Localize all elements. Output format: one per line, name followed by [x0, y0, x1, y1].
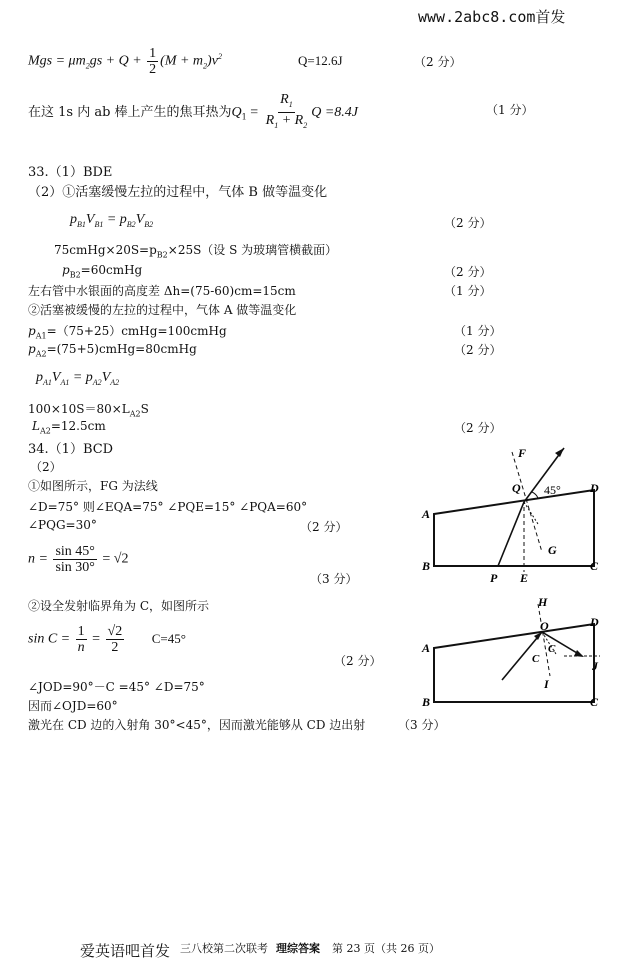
score-g: （2 分）	[300, 520, 348, 534]
label-c-angle-2: C	[548, 643, 556, 655]
label-f: F	[518, 446, 527, 460]
label-h: H	[538, 595, 548, 609]
pa2-line: $p_{A2}=(75+5)cmHg=80cmHg$	[28, 342, 197, 359]
n-equation: n = $\frac{\sin 45^\circ}{\sin 30^\circ}$ = √2	[28, 544, 129, 575]
q34-fig-note: ①如图所示，FG 为法线	[28, 479, 158, 493]
q34-part2: （2）	[30, 460, 62, 474]
critical-angle-figure	[414, 592, 614, 716]
header-watermark: www.2abc8.com首发	[418, 8, 566, 26]
sinc-equation: sin C = $\frac{1}{n}$ = $\frac{√2}{2}$ C=45°	[28, 624, 186, 655]
half-fraction: $\frac{1}{2}$	[149, 46, 157, 77]
q-value: Q=12.6J	[298, 53, 343, 68]
label-p: P	[490, 571, 498, 585]
label-b: B	[422, 559, 431, 573]
q34-angles2: ∠PQG=30°	[28, 518, 97, 532]
score-d: （1 分）	[454, 324, 502, 338]
label-a2: A	[422, 641, 431, 655]
eq-lhs: Mgs = μm	[28, 53, 86, 69]
footer-exam: 三八校第二次联考	[180, 942, 268, 955]
q33-answer1: 33.（1）BDE	[28, 165, 113, 180]
score-c: （1 分）	[444, 284, 492, 298]
eq-mid: gs + Q +	[89, 53, 142, 69]
line-100: $100\times 10S=80\times L_{A2}S$	[28, 402, 149, 419]
footer-subject: 理综答案	[276, 942, 320, 955]
score-i: （2 分）	[334, 654, 382, 668]
pb2-line: $p_{B2}=60cmHg$	[62, 263, 143, 280]
label-b2: B	[422, 695, 431, 709]
eq-tail: )v	[207, 53, 218, 69]
ray-pq	[498, 502, 524, 566]
eq-rhs: (M + m	[160, 53, 204, 69]
la2-line: $L_{A2}=12.5cm$	[32, 419, 106, 436]
score-e: （2 分）	[454, 343, 502, 357]
label-c: C	[590, 559, 599, 573]
n-fraction: $\frac{\sin 45^\circ}{\sin 30^\circ}$	[55, 544, 95, 575]
label-d2: D	[590, 615, 599, 629]
footer-page: 第 23 页（共 26 页）	[332, 942, 440, 955]
label-e: E	[520, 571, 529, 585]
label-d: D	[590, 481, 599, 495]
conclusion-line: 激光在 CD 边的入射角 30°<45°，因而激光能够从 CD 边出射	[28, 718, 366, 732]
score-h: （3 分）	[310, 572, 358, 586]
height-diff: 左右管中水银面的高度差 Δh=(75-60)cm=15cm	[28, 284, 296, 298]
footer-overlay: 爱英语吧首发	[80, 942, 171, 960]
part-a-intro: ②活塞被缓慢的左拉的过程中，气体 A 做等温变化	[28, 303, 297, 317]
ojd-line: 因而∠OJD=60°	[28, 699, 118, 713]
label-o: O	[540, 619, 549, 633]
score-2: （1 分）	[486, 103, 534, 117]
pv-equation-a: $p_{A1}V_{A1} = p_{A2}V_{A2}$	[36, 370, 120, 387]
critical-intro: ②设全发射临界角为 C，如图所示	[28, 599, 209, 613]
label-i: I	[544, 677, 549, 691]
label-c-angle-1: C	[532, 653, 540, 665]
label-45: 45°	[544, 483, 561, 497]
label-a: A	[422, 507, 431, 521]
label-g: G	[548, 543, 557, 557]
joule-text: 在这 1s 内 ab 棒上产生的焦耳热为	[28, 104, 232, 120]
angle-arc	[532, 492, 538, 498]
pv-equation-b: $p_{B1}V_{B1} = p_{B2}V_{B2}$	[70, 212, 154, 229]
refraction-figure	[414, 440, 614, 590]
joule-line: 在这 1s 内 ab 棒上产生的焦耳热为$Q_1$ = $\frac{R_1}{R_1 + R_2}$ Q =8.4J	[28, 92, 358, 133]
score-b: （2 分）	[444, 265, 492, 279]
dotted-ray	[524, 502, 538, 524]
q34-angles1: ∠D=75° 则∠EQA=75° ∠PQE=15° ∠PQA=60°	[28, 500, 308, 514]
label-j: J	[592, 659, 598, 673]
score-j: （3 分）	[398, 718, 446, 732]
sqrt2-over-2: $\frac{√2}{2}$	[107, 624, 123, 655]
score-a: （2 分）	[444, 216, 492, 230]
pa1-line: $p_{A1}=(75+25)cmHg=100cmHg$	[28, 324, 227, 341]
normal-hi	[538, 604, 550, 676]
energy-equation: Mgs = $\mu m_2gs + Q$ + $\frac{1}{2}$ $(M + m_2)v^2$	[28, 46, 222, 77]
q34-answer1: 34.（1）BCD	[28, 442, 114, 457]
glass-block-2	[434, 624, 594, 702]
label-c2: C	[590, 695, 599, 709]
one-over-n: $\frac{1}{n}$	[77, 624, 85, 655]
jod-line: ∠JOD=90°－C =45° ∠D=75°	[28, 680, 205, 694]
label-q: Q	[512, 481, 521, 495]
line-75: $75cmHg\times 20S=p_{B2}\times 25S$（设 S 为玻璃管横截面）	[54, 243, 338, 260]
q33-intro: （2）①活塞缓慢左拉的过程中，气体 B 做等温变化	[28, 185, 328, 200]
score-1: （2 分）	[414, 55, 462, 69]
score-f: （2 分）	[454, 421, 502, 435]
ray-arrowhead	[555, 448, 564, 457]
r-fraction: $\frac{R_1}{R_1 + R_2}$	[265, 92, 308, 130]
